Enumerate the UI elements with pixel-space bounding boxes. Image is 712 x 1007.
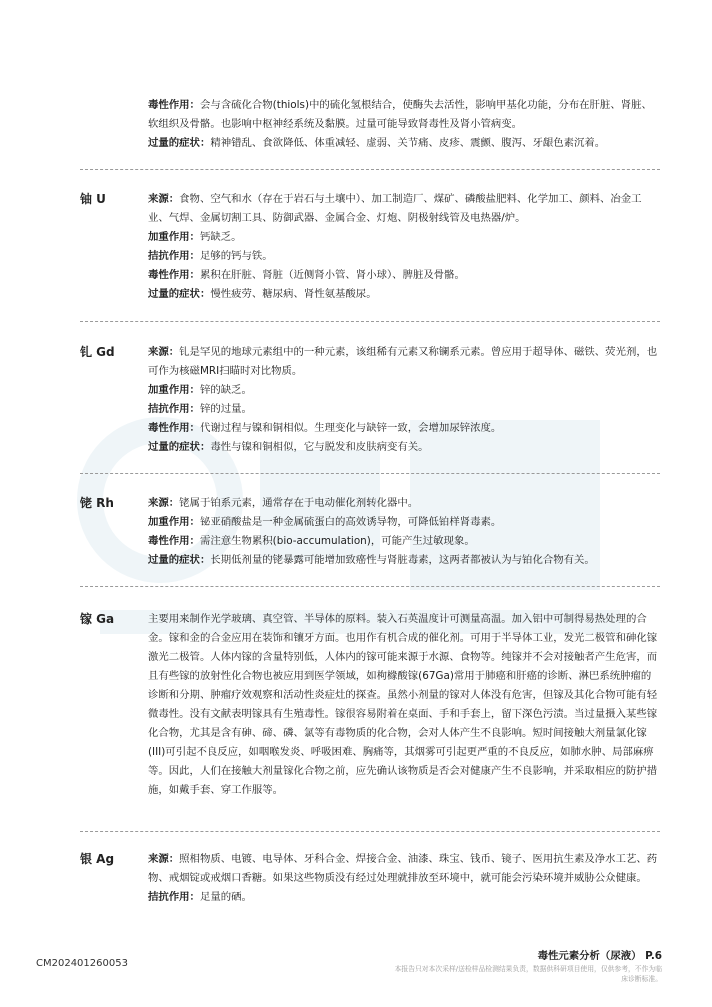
row-text: 照相物质、电镀、电导体、牙科合金、焊接合金、油漆、珠宝、钱币、镜子、医用抗生素及净水工艺、药物、戒烟锭或戒烟口香糖。如果这些物质没有经过处理就排放至环境中，就可能会污染环境并威胁公众健康。	[148, 853, 658, 884]
row-label: 过量的症状：	[148, 288, 211, 300]
section-divider	[80, 586, 660, 587]
row-label: 毒性作用：	[148, 269, 200, 281]
element-row	[148, 400, 660, 419]
row-text: 足量的硒。	[199, 891, 252, 903]
row-label: 毒性作用：	[148, 422, 200, 434]
element-row	[148, 532, 660, 551]
element-name: 钆 Gd	[80, 345, 115, 359]
element-row	[148, 610, 660, 800]
row-label: 加重作用：	[148, 516, 200, 528]
row-text: 钙缺乏。	[199, 231, 242, 243]
row-label: 来源：	[148, 193, 180, 205]
element-row	[148, 551, 660, 570]
intro-symptom-text: 精神错乱、食欲降低、体重减轻、虚弱、关节痛、皮疹、震颤、腹泻、牙龈色素沉着。	[210, 137, 606, 149]
row-text: 毒性与镍和铜相似，它与脱发和皮肤病变有关。	[210, 441, 429, 453]
intro-symptom-label: 过量的症状：	[148, 137, 211, 149]
intro-block	[148, 96, 658, 153]
row-label: 拮抗作用：	[148, 403, 200, 415]
element-row	[148, 228, 660, 247]
element-row	[148, 343, 660, 381]
row-text: 铋亚硝酸盐是一种金属硫蛋白的高效诱导物，可降低铂样肾毒素。	[199, 516, 502, 528]
row-text: 食物、空气和水（存在于岩石与土壤中）、加工制造厂、煤矿、磷酸盐肥料、化学加工、颜料、冶金工业、气焊、金属切割工具、防御武器、金属合金、灯炮、阴极射线管及电热器/炉。	[148, 193, 642, 224]
row-label: 拮抗作用：	[148, 891, 200, 903]
row-label: 拮抗作用：	[148, 250, 200, 262]
section-divider	[80, 169, 660, 170]
report-id: CM202401260053	[36, 958, 128, 969]
intro-toxic-label: 毒性作用：	[148, 99, 200, 111]
element-row	[148, 419, 660, 438]
element-body	[148, 343, 660, 457]
element-row	[148, 285, 660, 304]
section-divider	[80, 831, 660, 832]
row-label: 过量的症状：	[148, 554, 211, 566]
page-title: 毒性元素分析（尿液） P.6	[537, 950, 662, 962]
element-name: 铀 U	[80, 192, 106, 206]
row-label: 过量的症状：	[148, 441, 211, 453]
row-text: 慢性疲劳、糖尿病、肾性氨基酸尿。	[210, 288, 377, 300]
row-text: 锌的缺乏。	[199, 384, 252, 396]
element-row	[148, 513, 660, 532]
row-label: 来源：	[148, 853, 180, 865]
row-text: 钆是罕见的地球元素组中的一种元素，该组稀有元素又称镧系元素。曾应用于超导体、磁铁、荧光剂，也可作为核磁MRI扫瞄时对比物质。	[148, 346, 658, 377]
section-divider	[80, 321, 660, 322]
disclaimer-note: 本报告只对本次采样/送检样品检测结果负责，数据供科研项目使用，仅供参考，不作为临床诊断标准。	[394, 965, 662, 983]
row-label: 加重作用：	[148, 384, 200, 396]
section-divider	[80, 473, 660, 474]
element-row	[148, 888, 660, 907]
element-row	[148, 381, 660, 400]
element-row	[148, 190, 660, 228]
row-text: 长期低剂量的铑暴露可能增加致癌性与肾脏毒素，这两者都被认为与铂化合物有关。	[210, 554, 595, 566]
row-text: 主要用来制作光学玻璃、真空管、半导体的原料。装入石英温度计可测量高温。加入铝中可制得易热处理的合金。镓和金的合金应用在装饰和镶牙方面。也用作有机合成的催化剂。可用于半导体工业，发光二极管和砷化镓激光二极管。人体内镓的含量特别低，人体内的镓可能来源于水源、食物等。纯镓并不会对接触者产生危害，而且有些镓的放射性化合物也被应用到医学领域，如枸橼酸镓(67Ga)常用于肺癌和肝癌的诊断、淋巴系统肿瘤的诊断和分期、肿瘤疗效观察和活动性炎症灶的探查。虽然小剂量的镓对人体没有危害，但镓及其化合物可能有轻微毒性。没有文献表明镓具有生殖毒性。镓很容易附着在桌面、手和手套上，留下深色污渍。当过量摄入某些镓化合物，尤其是含有砷、碲、磷、氯等有毒物质的化合物，会对人体产生不良影响。短时间接触大剂量氯化镓(III)可引起不良反应，如咽喉发炎、呼吸困难、胸痛等，其烟雾可引起更严重的不良反应，如肺水肿、局部麻痹等。因此，人们在接触大剂量镓化合物之前，应先确认该物质是否会对健康产生不良影响，并采取相应的防护措施，如戴手套、穿工作服等。	[148, 613, 658, 796]
element-row	[148, 247, 660, 266]
row-text: 足够的钙与铁。	[199, 250, 273, 262]
row-label: 加重作用：	[148, 231, 200, 243]
element-name: 银 Ag	[80, 852, 115, 866]
element-body	[148, 610, 660, 800]
row-text: 锌的过量。	[199, 403, 252, 415]
element-row	[148, 438, 660, 457]
element-row	[148, 850, 660, 888]
row-text: 累积在肝脏、肾脏（近侧肾小管、肾小球）、脾脏及骨骼。	[199, 269, 465, 281]
row-text: 铑属于铂系元素，通常存在于电动催化剂转化器中。	[179, 497, 419, 509]
element-row	[148, 494, 660, 513]
intro-symptom-row	[148, 134, 658, 153]
element-body	[148, 190, 660, 304]
row-text: 代谢过程与镍和铜相似。生理变化与缺锌一致，会增加尿锌浓度。	[199, 422, 502, 434]
intro-toxic-row	[148, 96, 658, 134]
element-row	[148, 266, 660, 285]
row-label: 来源：	[148, 346, 180, 358]
row-label: 毒性作用：	[148, 535, 200, 547]
element-name: 铑 Rh	[80, 496, 114, 510]
intro-toxic-text: 会与含硫化合物(thiols)中的硫化氢根结合，使酶失去活性，影响甲基化功能，分布在肝脏、肾脏、软组织及骨骼。也影响中枢神经系统及黏膜。过量可能导致肾毒性及肾小管病变。	[148, 99, 652, 130]
element-name: 镓 Ga	[80, 612, 115, 626]
element-body	[148, 850, 660, 907]
row-label: 来源：	[148, 497, 180, 509]
row-text: 需注意生物累积(bio-accumulation)，可能产生过敏现象。	[199, 535, 475, 547]
element-body	[148, 494, 660, 570]
